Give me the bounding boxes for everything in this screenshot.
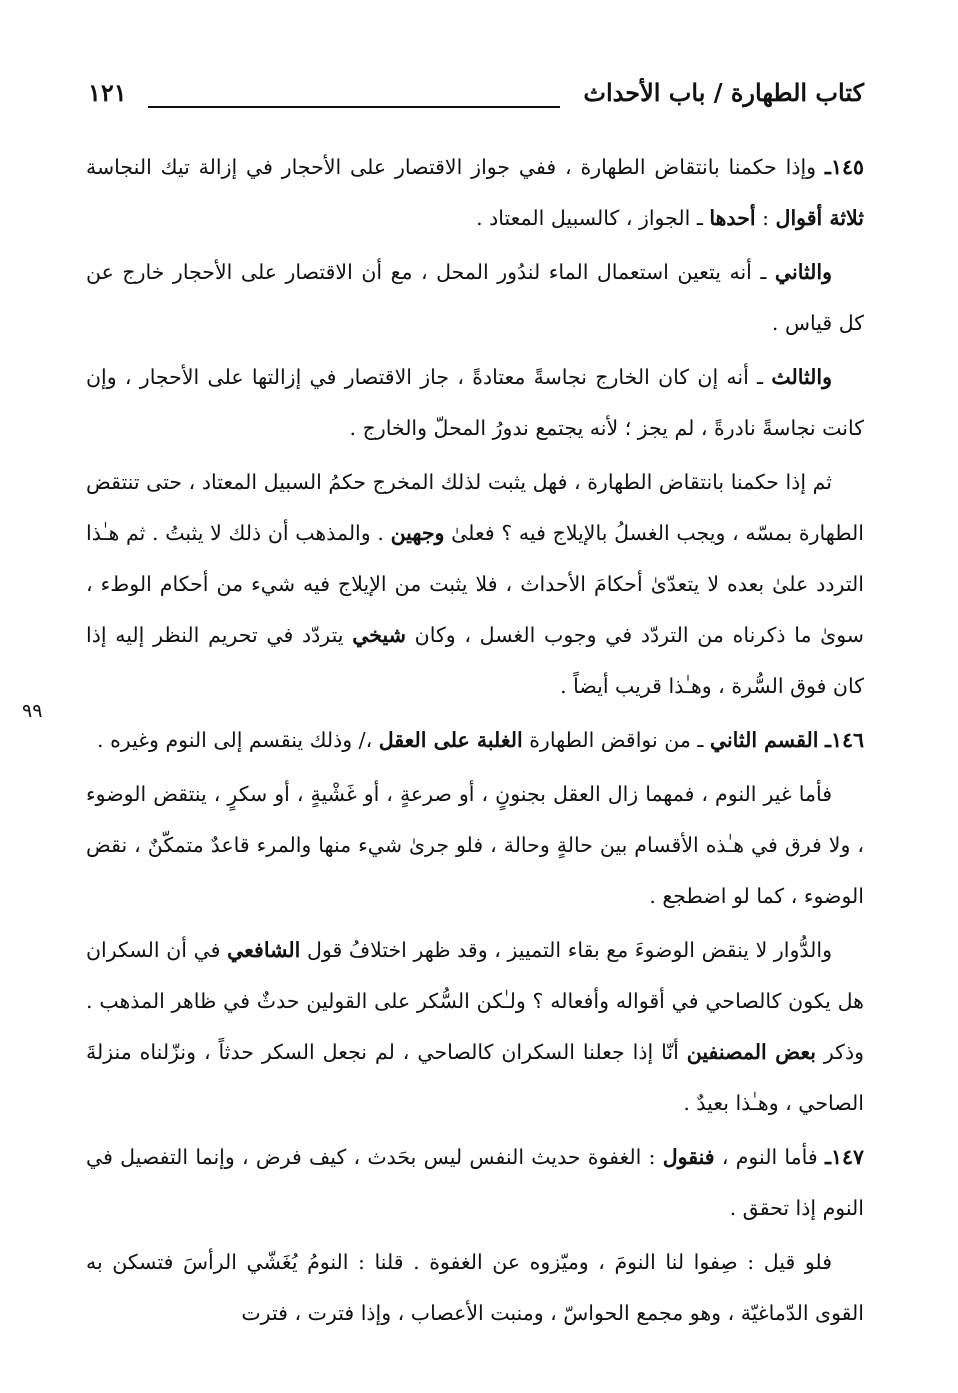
lead-term: والثالث [771,365,832,389]
running-header [82,76,864,124]
paragraph-third-view [86,352,864,454]
paragraph-text: ـ أنه إن كان الخارج نجاسةً معتادةً ، جاز الاقتصار في إزالتها على الأحجار ، وإن كانت نجاسةً نادرةً ، لم يجز ؛ لأنه يجتمع ندورُ المحلّ والخارج . [86,365,864,440]
paragraph-non-sleep [86,769,864,922]
paragraph-text: في أن السكران هل يكون كالصاحي في أقواله وأفعاله ؟ ولـٰكن السُّكر على القولين حدثٌ في ظاهر المذهب . وذكر [86,938,864,1064]
paragraph-147 [86,1132,864,1234]
lead-term: والثاني [774,260,832,284]
page-number: ١٢١ [88,78,127,107]
paragraph-text: : الغفوة حديث النفس ليس بحَدث ، كيف فرض ، وإنما التفصيل في النوم إذا تحقق . [86,1145,864,1220]
paragraph-text: ،/ وذلك ينقسم إلى النوم وغيره . [97,728,373,752]
bold-term: بعض المصنفين [686,1040,816,1064]
paragraph-text: فأما النوم ، [721,1145,818,1169]
paragraph-text: . والمذهب أن ذلك لا يثبتُ . ثم هـٰذا التردد علىٰ بعده لا يتعدّىٰ أحكامَ الأحداث ، فلا يثبت من الإيلاج فيه شيء من أحكام الوطء ، سوىٰ ما ذكرناه من التردّد في وجوب الغسل ، وكان [86,521,864,647]
bold-term: أحدها [709,206,756,230]
bold-term: شيخي [352,623,406,647]
bold-term: الشافعي [227,938,301,962]
paragraph-text: وإذا حكمنا بانتقاض الطهارة ، ففي جواز الاقتصار على الأحجار في إزالة تيك النجاسة [86,155,817,179]
paragraph-text: فأما غير النوم ، فمهما زال العقل بجنونٍ ، أو صرعةٍ ، أو غَشْيةٍ ، أو سكرٍ ، ينتقض الوضوء ، ولا فرق في هـٰذه الأقسام بين حالةٍ وحالة ، فلو جرىٰ شيء منها والمرء قاعدٌ متمكّنٌ ، نقض الوضوء ، كما لو اضطجع . [86,782,864,908]
page-body [86,142,864,1342]
section-number: ١٤٥ـ [824,155,864,179]
bold-term: وجهين [390,521,445,545]
paragraph-text: : [762,206,770,230]
paragraph-text: يتردّد في تحريم النظر إليه إذا كان فوق السُّرة ، وهـٰذا قريب أيضاً . [86,623,864,698]
paragraph-146 [86,715,864,766]
bold-term: القسم الثاني [709,728,819,752]
header-title: كتاب الطهارة / باب الأحداث [583,78,864,107]
paragraph-exit-ruling [86,457,864,712]
bold-term: ثلاثة أقوال [775,206,864,230]
paragraph-text: ـ أنه يتعين استعمال الماء لندُور المحل ، مع أن الاقتصار على الأحجار خارج عن كل قياس . [86,260,864,335]
paragraph-text: ـ من نواقض الطهارة [529,728,704,752]
paragraph-145 [86,142,864,244]
paragraph-text: أنّا إذا جعلنا السكران كالصاحي ، لم نجعل السكر حدثاً ، ونزّلناه منزلةَ الصاحي ، وهـٰذا بعيدٌ . [86,1040,864,1115]
bold-term: الغلبة على العقل [378,728,523,752]
paragraph-text: ـ الجواز ، كالسبيل المعتاد . [476,206,703,230]
paragraph-second-view [86,247,864,349]
paragraph-text: فلو قيل : صِفوا لنا النومَ ، وميّزوه عن الغفوة . قلنا : النومُ يُغَشّي الرأسَ فتسكن به القوى الدّماغيّة ، وهو مجمع الحواسّ ، ومنبت الأعصاب ، وإذا فترت ، فترت [86,1250,864,1325]
header-rule [148,106,560,108]
paragraph-sleep-definition [86,1237,864,1339]
paragraph-dizziness [86,925,864,1129]
margin-note: ٩٩ [22,700,43,722]
section-number: ١٤٦ـ [824,728,864,752]
paragraph-text: ثم إذا حكمنا بانتقاض الطهارة ، فهل يثبت لذلك المخرج حكمُ السبيل المعتاد ، حتى تنتقض الطهارة بمسّه ، ويجب الغسلُ بالإيلاج فيه ؟ فعلىٰ [86,470,864,545]
paragraph-text: والدُّوار لا ينقض الوضوءَ مع بقاء التمييز ، وقد ظهر اختلافُ قول [306,938,832,962]
bold-term: فنقول [662,1145,715,1169]
section-number: ١٤٧ـ [824,1145,864,1169]
